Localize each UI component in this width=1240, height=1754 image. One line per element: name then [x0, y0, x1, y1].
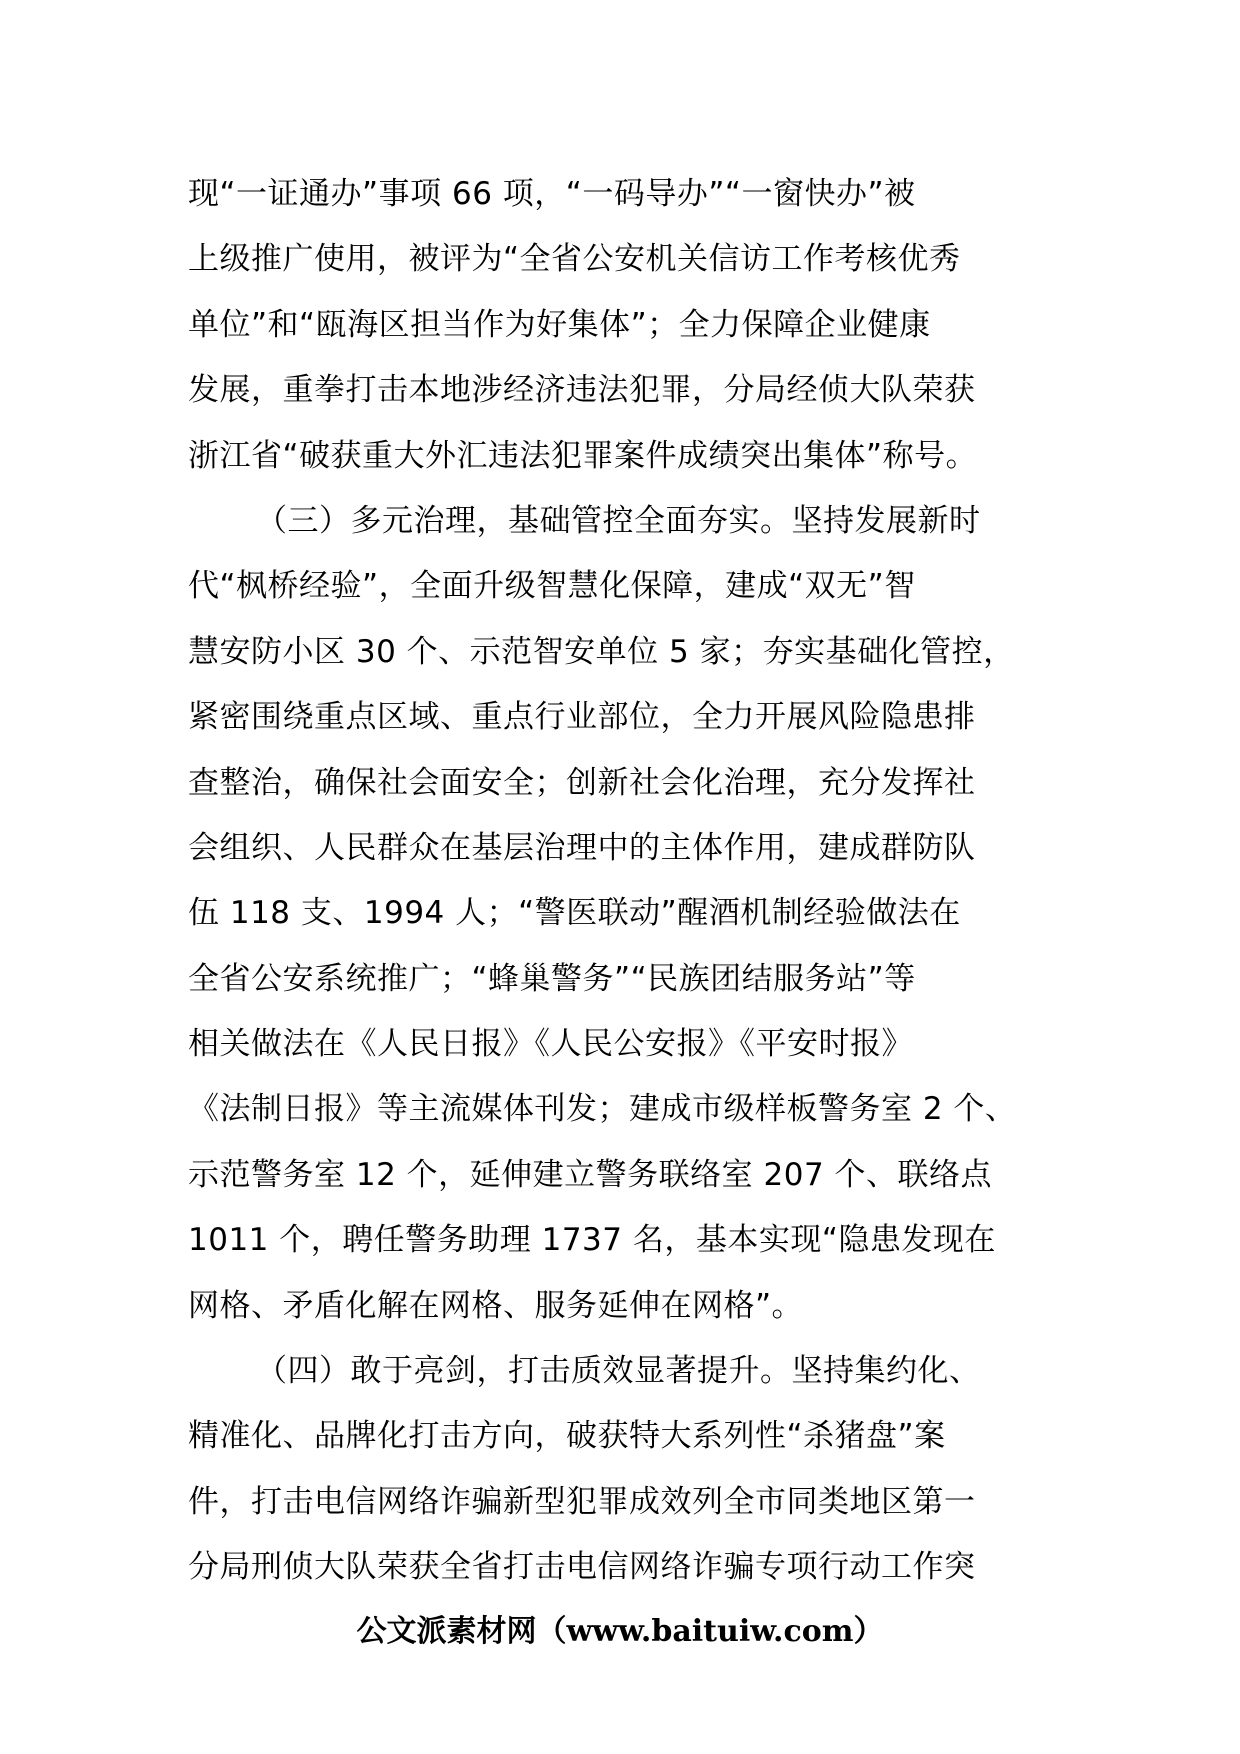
text-line: 慧安防小区 30 个、示范智安单位 5 家；夯实基础化管控， — [188, 633, 1015, 670]
text-line: 查整治，确保社会面安全；创新社会化治理，充分发挥社 — [188, 764, 976, 801]
text-line: 上级推广使用，被评为“全省公安机关信访工作考核优秀 — [188, 241, 961, 278]
section-heading-line: （三）多元治理，基础管控全面夯实。坚持发展新时 — [256, 502, 981, 539]
text-line: 会组织、人民群众在基层治理中的主体作用，建成群防队 — [188, 829, 976, 866]
section-heading-line: （四）敢于亮剑，打击质效显著提升。坚持集约化、 — [256, 1353, 981, 1390]
text-line: 浙江省“破获重大外汇违法犯罪案件成绩突出集体”称号。 — [188, 437, 978, 474]
text-line: 发展，重拳打击本地涉经济违法犯罪，分局经侦大队荣获 — [188, 372, 976, 409]
text-line: 精准化、品牌化打击方向，破获特大系列性“杀猪盘”案 — [188, 1418, 946, 1455]
text-line: 全省公安系统推广；“蜂巢警务”“民族团结服务站”等 — [188, 960, 916, 997]
footer-watermark: 公文派素材网（www.baituiw.com） — [356, 1614, 884, 1649]
text-line: 1011 个，聘任警务助理 1737 名，基本实现“隐患发现在 — [188, 1222, 996, 1259]
text-line: 紧密围绕重点区域、重点行业部位，全力开展风险隐患排 — [188, 699, 976, 736]
text-line: 代“枫桥经验”，全面升级智慧化保障，建成“双无”智 — [188, 568, 916, 605]
text-line: 网格、矛盾化解在网格、服务延伸在网格”。 — [188, 1287, 804, 1324]
body-text — [188, 162, 1068, 1601]
text-line: 分局刑侦大队荣获全省打击电信网络诈骗专项行动工作突 — [188, 1549, 976, 1586]
text-line: 相关做法在《人民日报》《人民公安报》《平安时报》 — [188, 1026, 913, 1063]
text-line: 现“一证通办”事项 66 项，“一码导办”“一窗快办”被 — [188, 176, 916, 212]
text-line: 示范警务室 12 个，延伸建立警务联络室 207 个、联络点 — [188, 1156, 993, 1193]
text-line: 伍 118 支、1994 人；“警医联动”醒酒机制经验做法在 — [188, 895, 961, 932]
text-line: 件，打击电信网络诈骗新型犯罪成效列全市同类地区第一 — [188, 1483, 976, 1520]
text-line: 《法制日报》等主流媒体刊发；建成市级样板警务室 2 个、 — [188, 1091, 1017, 1128]
text-line: 单位”和“瓯海区担当作为好集体”；全力保障企业健康 — [188, 306, 931, 343]
